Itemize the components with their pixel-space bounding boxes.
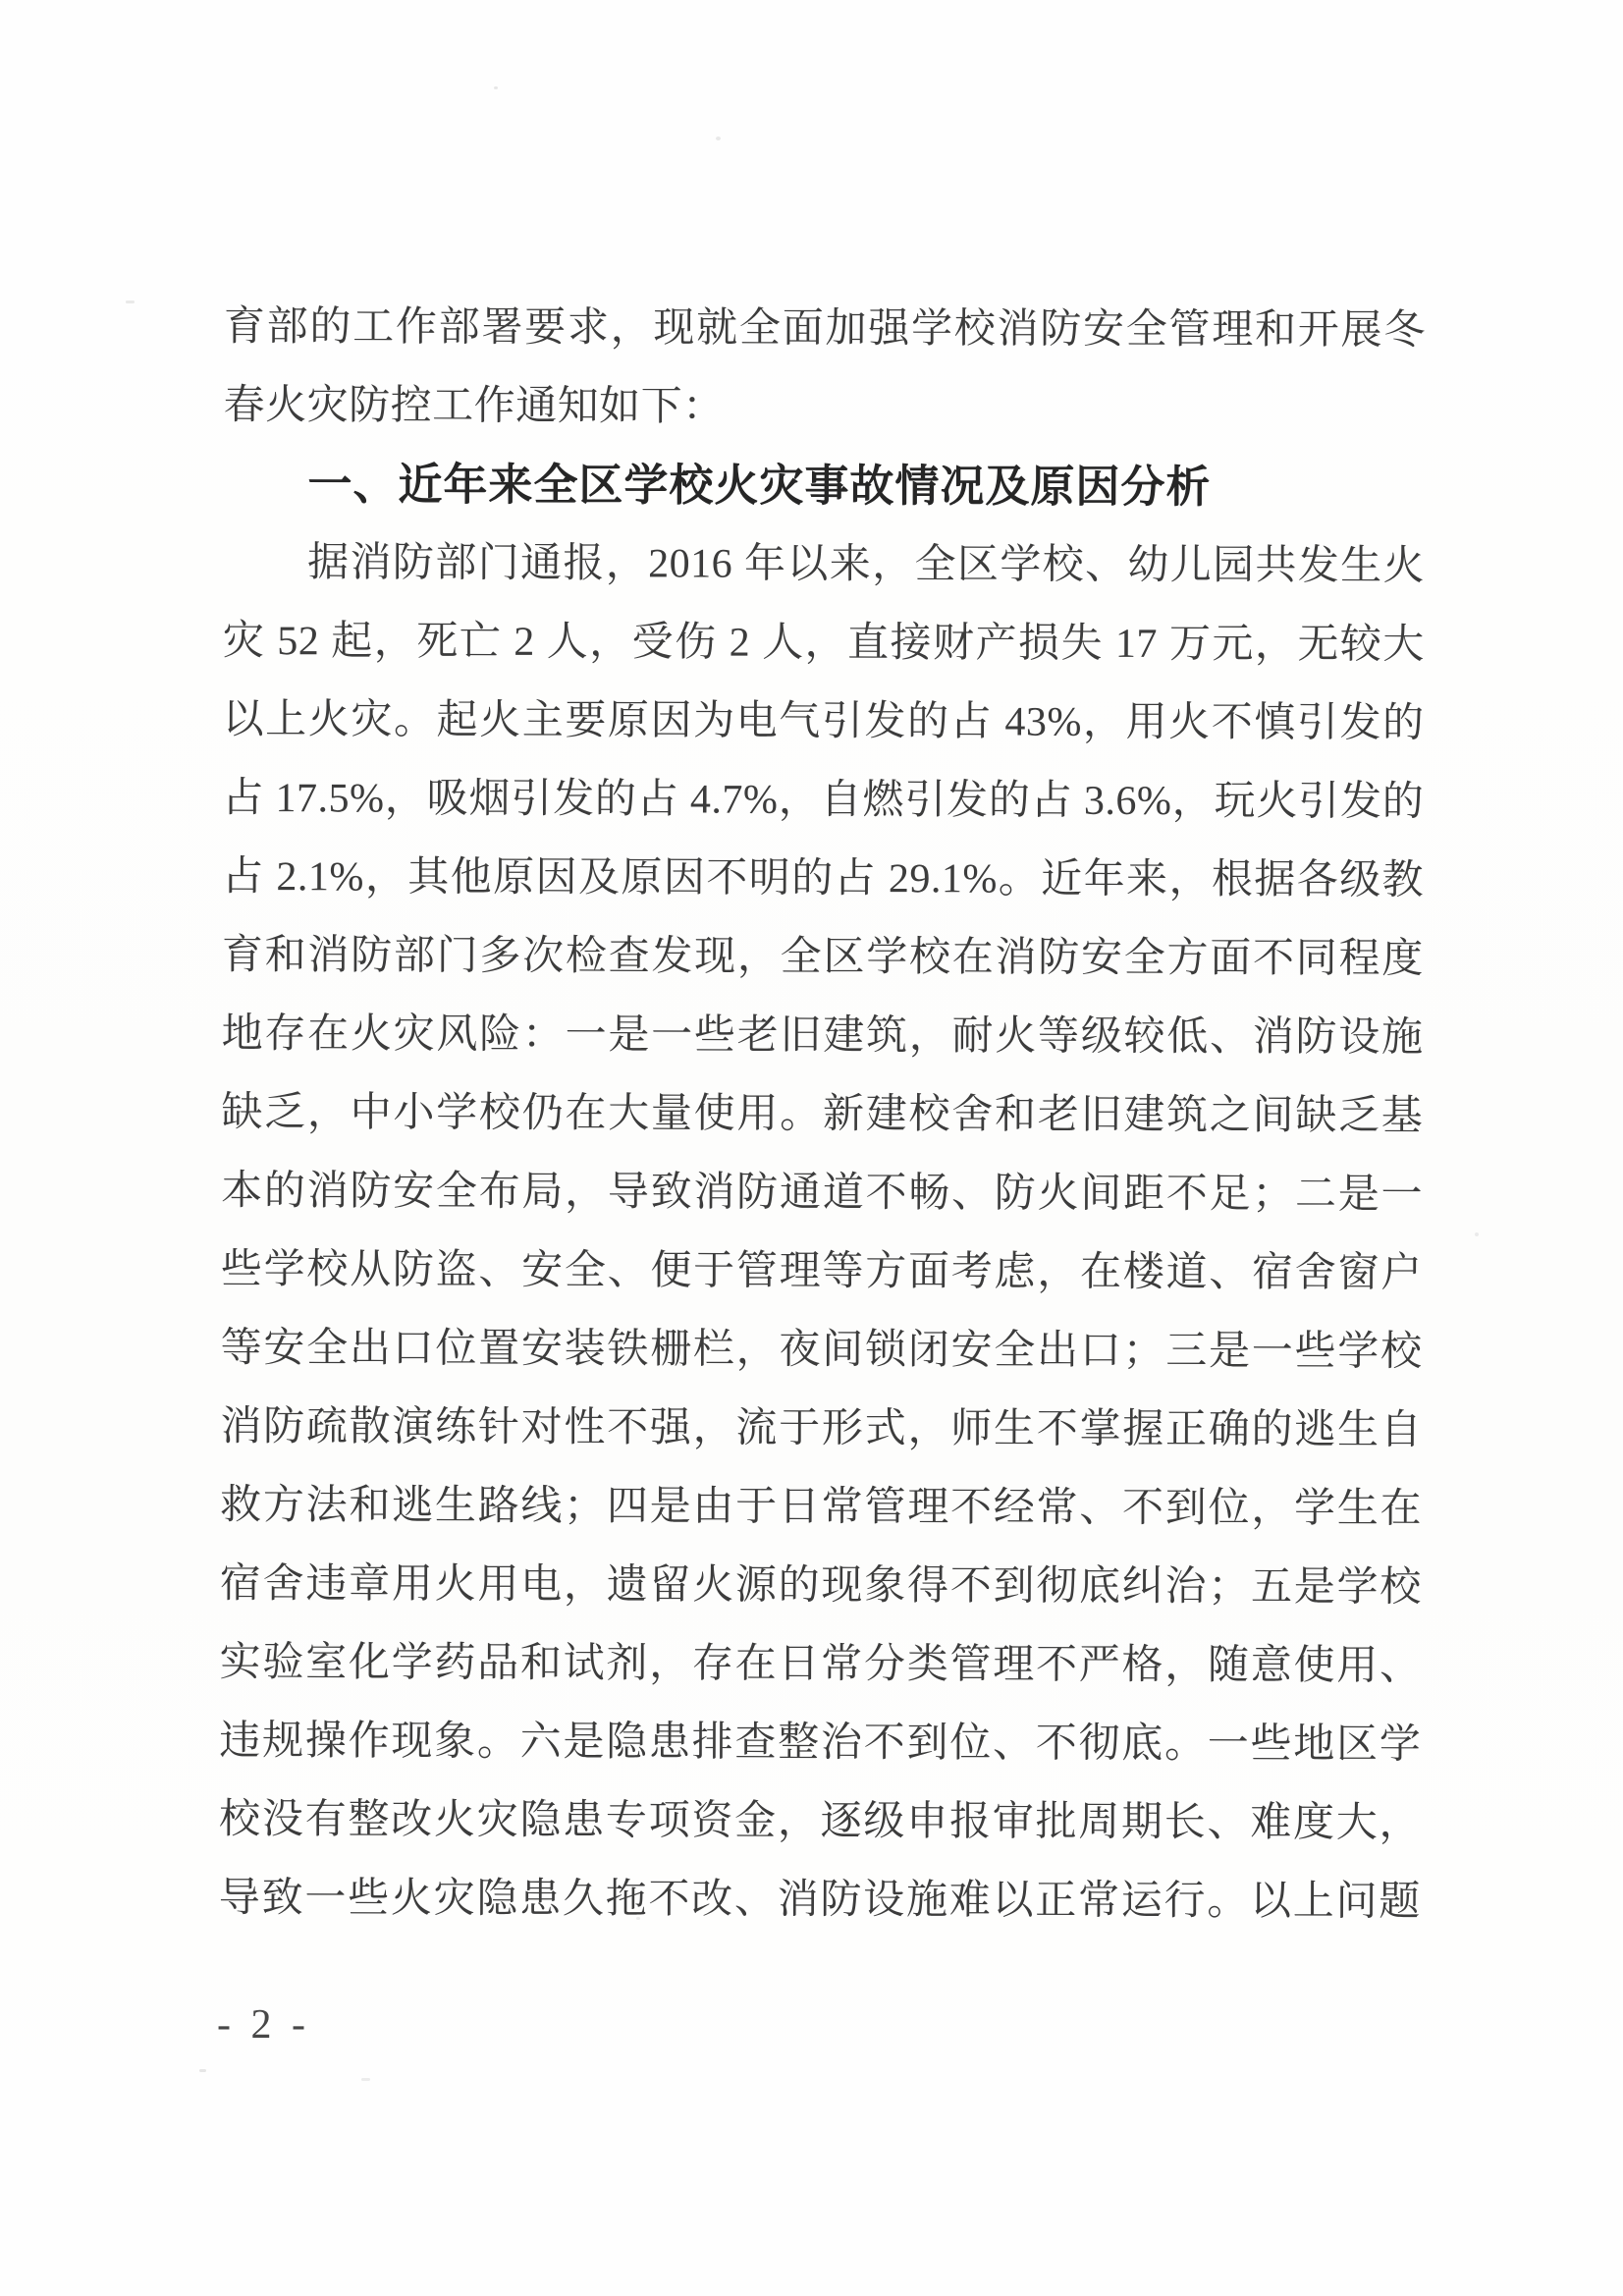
text-line: 导致一些火灾隐患久拖不改、消防设施难以正常运行。以上问题 (218, 1875, 1421, 1925)
text-line: 春火灾防控工作通知如下： (223, 382, 725, 430)
text-line: 校没有整改火灾隐患专项资金，逐级申报审批周期长、难度大， (219, 1796, 1422, 1846)
text-line: 实验室化学药品和试剂，存在日常分类管理不严格，随意使用、 (219, 1639, 1422, 1689)
scan-speck (716, 137, 721, 140)
text-line: 本的消防安全布局，导致消防通道不畅、防火间距不足；二是一 (221, 1168, 1424, 1218)
text-line: 宿舍违章用火用电，遗留火源的现象得不到彻底纠治；五是学校 (219, 1560, 1422, 1611)
scan-speck (1475, 1232, 1479, 1236)
text-line: 灾 52 起，死亡 2 人，受伤 2 人，直接财产损失 17 万元，无较大 (222, 618, 1425, 668)
scan-speck (636, 1917, 640, 1920)
page-number: - 2 - (217, 2002, 310, 2048)
scan-speck (494, 86, 498, 89)
text-line: 育和消防部门多次检查发现，全区学校在消防安全方面不同程度 (221, 932, 1424, 982)
scan-speck (361, 2078, 370, 2081)
text-line: 占 2.1%，其他原因及原因不明的占 29.1%。近年来，根据各级教 (222, 853, 1425, 903)
text-line: 些学校从防盗、安全、便于管理等方面考虑，在楼道、宿舍窗户 (220, 1246, 1423, 1296)
text-line: 救方法和逃生路线；四是由于日常管理不经常、不到位，学生在 (220, 1482, 1423, 1532)
text-line: 等安全出口位置安装铁栅栏，夜间锁闭安全出口；三是一些学校 (220, 1325, 1423, 1375)
text-line: 缺乏，中小学校仍在大量使用。新建校舍和老旧建筑之间缺乏基 (221, 1089, 1424, 1139)
text-line: 违规操作现象。六是隐患排查整治不到位、不彻底。一些地区学 (219, 1718, 1422, 1768)
document-text-column (219, 288, 1426, 1941)
text-line: 占 17.5%，吸烟引发的占 4.7%，自燃引发的占 3.6%，玩火引发的 (222, 775, 1425, 825)
text-line: 据消防部门通报，2016 年以来，全区学校、幼儿园共发生火 (307, 540, 1426, 589)
scan-speck (199, 2069, 206, 2072)
text-line: 以上火灾。起火主要原因为电气引发的占 43%，用火不慎引发的 (222, 696, 1425, 746)
text-line: 育部的工作部署要求，现就全面加强学校消防安全管理和开展冬 (223, 303, 1426, 354)
section-heading: 一、近年来全区学校火灾事故情况及原因分析 (307, 459, 1212, 513)
text-line: 地存在火灾风险：一是一些老旧建筑，耐火等级较低、消防设施 (221, 1011, 1424, 1061)
scan-speck (126, 301, 135, 303)
text-line: 消防疏散演练针对性不强，流于形式，师生不掌握正确的逃生自 (220, 1403, 1423, 1453)
